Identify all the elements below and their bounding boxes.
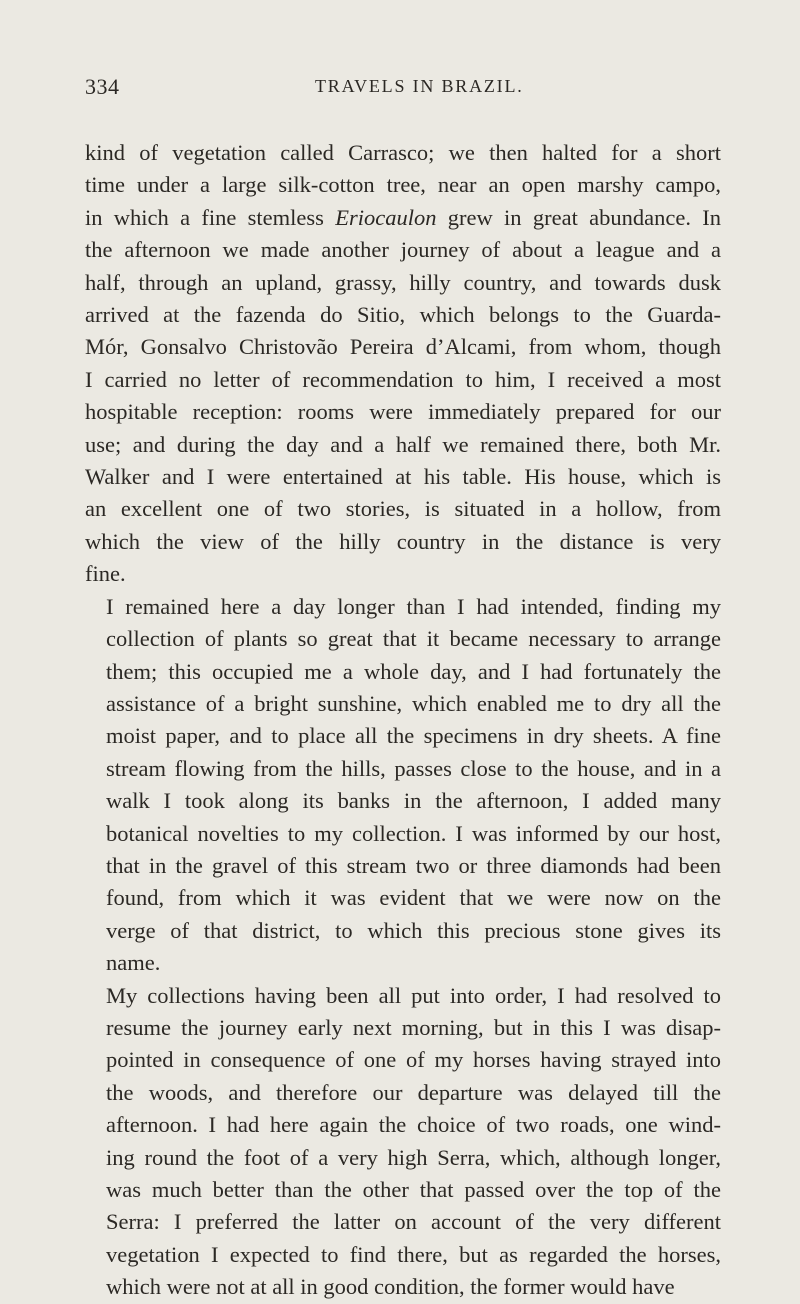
text-line: time under a large silk-cotton tree, near an open marshy campo, <box>85 172 721 198</box>
body-text <box>85 137 721 1304</box>
text-line: use; and during the day and a half we remained there, both Mr. <box>85 431 721 457</box>
text-line: which were not at all in good condition, the former would have <box>106 1274 675 1300</box>
text-line: verge of that district, to which this precious stone gives its <box>106 917 721 943</box>
text-line: kind of vegetation called Carrasco; we then halted for a short <box>85 140 721 165</box>
text-line: botanical novelties to my collection. I was informed by our host, <box>106 820 721 846</box>
paragraph <box>85 591 721 980</box>
text-line: My collections having been all put into order, I had resolved to <box>106 982 721 1008</box>
running-title: TRAVELS IN BRAZIL. <box>315 76 524 96</box>
text-line: afternoon. I had here again the choice of two roads, one wind- <box>106 1112 721 1138</box>
text-line: was much better than the other that passed over the top of the <box>106 1177 721 1202</box>
text-line: I remained here a day longer than I had intended, finding my <box>106 593 721 619</box>
text-line: arrived at the fazenda do Sitio, which belongs to the Guarda- <box>85 302 721 328</box>
text-line: resume the journey early next morning, but in this I was disap- <box>106 1014 721 1040</box>
paragraph <box>85 980 721 1304</box>
text-line: the woods, and therefore our departure was delayed till the <box>106 1079 721 1105</box>
text-line: Serra: I preferred the latter on account of the very different <box>106 1209 721 1235</box>
text-line: in which a fine stemless Eriocaulon grew in great abundance. In <box>85 204 721 230</box>
text-line: I carried no letter of recommendation to him, I received a most <box>85 366 721 392</box>
text-line: Walker and I were entertained at his table. His house, which is <box>85 464 721 490</box>
text-line: half, through an upland, grassy, hilly country, and towards dusk <box>85 269 721 295</box>
text-line: that in the gravel of this stream two or three diamonds had been <box>106 852 721 878</box>
paragraph <box>85 137 721 591</box>
text-line: which the view of the hilly country in the distance is very <box>85 528 721 554</box>
text-line: walk I took along its banks in the afternoon, I added many <box>106 788 721 814</box>
text-line: vegetation I expected to find there, but as regarded the horses, <box>106 1241 721 1267</box>
text-line: stream flowing from the hills, passes close to the house, and in a <box>106 755 721 781</box>
text-line: assistance of a bright sunshine, which enabled me to dry all the <box>106 690 721 716</box>
text-line: hospitable reception: rooms were immediately prepared for our <box>85 399 721 425</box>
text-line: collection of plants so great that it became necessary to arrange <box>106 626 721 652</box>
text-line: moist paper, and to place all the specimens in dry sheets. A fine <box>106 723 721 749</box>
text-line: name. <box>106 950 161 976</box>
text-line: an excellent one of two stories, is situated in a hollow, from <box>85 496 721 522</box>
page-number: 334 <box>85 74 120 99</box>
text-line: ing round the foot of a very high Serra, which, although longer, <box>106 1144 721 1170</box>
text-line: fine. <box>85 561 126 587</box>
page-header <box>85 74 721 104</box>
text-line: pointed in consequence of one of my horses having strayed into <box>106 1047 721 1073</box>
text-line: them; this occupied me a whole day, and I had fortunately the <box>106 658 721 684</box>
text-line: found, from which it was evident that we were now on the <box>106 885 721 911</box>
text-line: Mór, Gonsalvo Christovão Pereira d’Alcami, from whom, though <box>85 334 721 360</box>
text-line: the afternoon we made another journey of about a league and a <box>85 237 721 263</box>
